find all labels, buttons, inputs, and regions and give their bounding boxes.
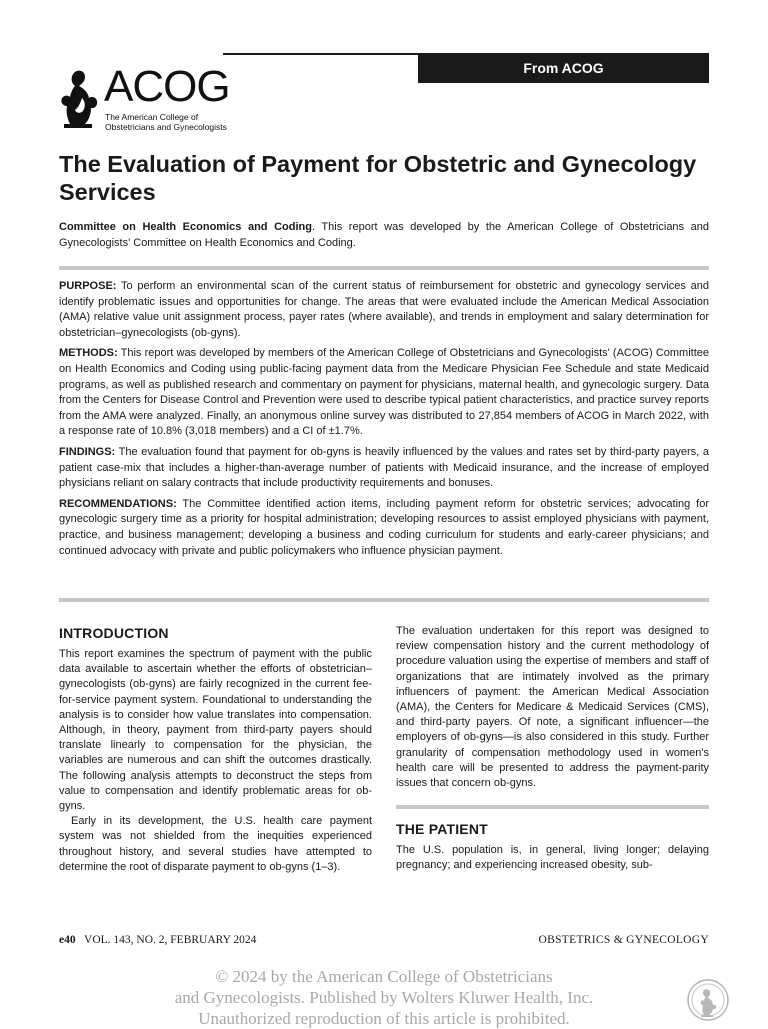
logo-subtitle-line: Obstetricians and Gynecologists [105, 122, 227, 132]
copyright-line: and Gynecologists. Published by Wolters Kluwer Health, Inc. [174, 988, 594, 1007]
abstract-bottom-rule [59, 598, 709, 602]
section-rule [396, 805, 709, 809]
page-number: e40 [59, 934, 76, 946]
abstract-label: RECOMMENDATIONS: [59, 497, 177, 510]
journal-name: OBSTETRICS & GYNECOLOGY [538, 934, 709, 946]
body-paragraph: The U.S. population is, in general, living longer; delaying pregnancy; and experiencing increased obesity, sub- [396, 844, 709, 872]
abstract-text: The evaluation found that payment for ob-gyns is heavily influenced by the values and rates set by third-party payers, a patient case-mix that includes a higher-than-average number of patients with Medicaid insurance, and the increase of employed physicians reliant on salary contracts that include productivity requirements and bonuses. [59, 445, 709, 490]
section-heading: THE PATIENT [396, 821, 488, 838]
mother-child-logo-icon [58, 68, 100, 130]
abstract-purpose [59, 279, 709, 341]
acog-seal-icon [686, 978, 730, 1022]
abstract-text: To perform an environmental scan of the current status of reimbursement for obstetric and gynecology services and identify problematic issues and opportunities for change. The areas that were evaluated include the American Medical Association (AMA) relative value unit assignment process, payer rates (where available), and trends in employment and salary determination for obstetrician–gynecologists (ob-gyns). [59, 280, 709, 339]
byline [59, 220, 709, 251]
acog-logo [58, 62, 258, 132]
body-paragraph: Early in its development, the U.S. health care payment system was not shielded from the inequities experienced throughout history, and several studies have attempted to determine the root of disparate payment to ob-gyns (1–3). [59, 815, 372, 873]
copyright-line: Unauthorized reproduction of this article is prohibited. [198, 1009, 570, 1028]
page-footer [59, 934, 709, 946]
abstract-recommendations [59, 497, 709, 559]
abstract-text: The Committee identified action items, including payment reform for obstetric services; advocating for gynecologic surgery time as a priority for hospital administration; developing resources to assist employed physicians with payment, practice, and business management; developing a business and coding curriculum for students and early-career physicians; and continued advocacy with private and public policymakers who influence physician payment. [59, 497, 709, 557]
section-heading: INTRODUCTION [59, 625, 169, 641]
left-column [59, 624, 372, 875]
right-column [396, 624, 709, 874]
abstract-top-rule [59, 266, 709, 270]
logo-subtitle-line: The American College of [105, 112, 199, 122]
logo-subtitle [105, 112, 227, 132]
logo-wordmark: ACOG [104, 62, 230, 111]
section-tag: From ACOG [418, 53, 709, 83]
byline-committee: Committee on Health Economics and Coding [59, 221, 312, 233]
copyright-line: © 2024 by the American College of Obstetricians [215, 967, 553, 986]
body-paragraph: This report examines the spectrum of payment with the public data available to ascertain whether the efforts of obstetrician–gynecologists (ob-gyns) are fairly recognized in the current fee-for-service payment system. Foundational to understanding the analysis is to consider how value translates into compensation. Although, in theory, payment from third-party payers should translate linearly to compensation for the physician, the variables are numerous and can shift the outcomes drastically. The following analysis attempts to deconstruct the steps from value to compensation and identify problematic areas for ob-gyns. [59, 648, 372, 813]
byline-text: . This report was developed by the American College of Obstetricians and Gynecologists' Committee on Health Economics and Coding. [59, 221, 709, 249]
abstract-text: This report was developed by members of the American College of Obstetricians and Gynecologists' (ACOG) Committee on Health Economics and Coding using public-facing payment data from the Medicare Physician Fee Schedule and state Medicaid programs, as well as published research and commentary on payment for physicians, maternal health, and gynecologic surgery. Data from the Centers for Disease Control and Prevention were used to describe typical patient characteristics, and practice survey reports from the AMA were analyzed. Finally, an anonymous online survey was distributed to 27,854 members of ACOG in March 2022, with a response rate of 10.8% (3,018 members) and a CI of ±1.7%. [59, 347, 709, 438]
abstract [59, 279, 709, 564]
abstract-methods [59, 346, 709, 440]
copyright-notice [0, 966, 768, 1029]
body-paragraph: The evaluation undertaken for this report was designed to review compensation history and the current methodology of procedure valuation using the expertise of members and staff of organizations that are intimately involved as the primary influencers of payment: the American Medical Association (AMA), the Centers for Medicare & Medicaid Services (CMS), and third-party payers. Of note, a significant influencer—the employers of ob-gyns—is also considered in this study. Further granularity of compensation methodology used in women's health care will be presented to address the payment-parity issues that concern ob-gyns. [396, 625, 709, 790]
abstract-label: METHODS: [59, 347, 118, 360]
abstract-label: PURPOSE: [59, 280, 117, 292]
abstract-label: FINDINGS: [59, 445, 116, 458]
abstract-findings [59, 445, 709, 492]
article-title: The Evaluation of Payment for Obstetric and Gynecology Services [59, 151, 697, 205]
issue-info: VOL. 143, NO. 2, FEBRUARY 2024 [84, 934, 257, 946]
